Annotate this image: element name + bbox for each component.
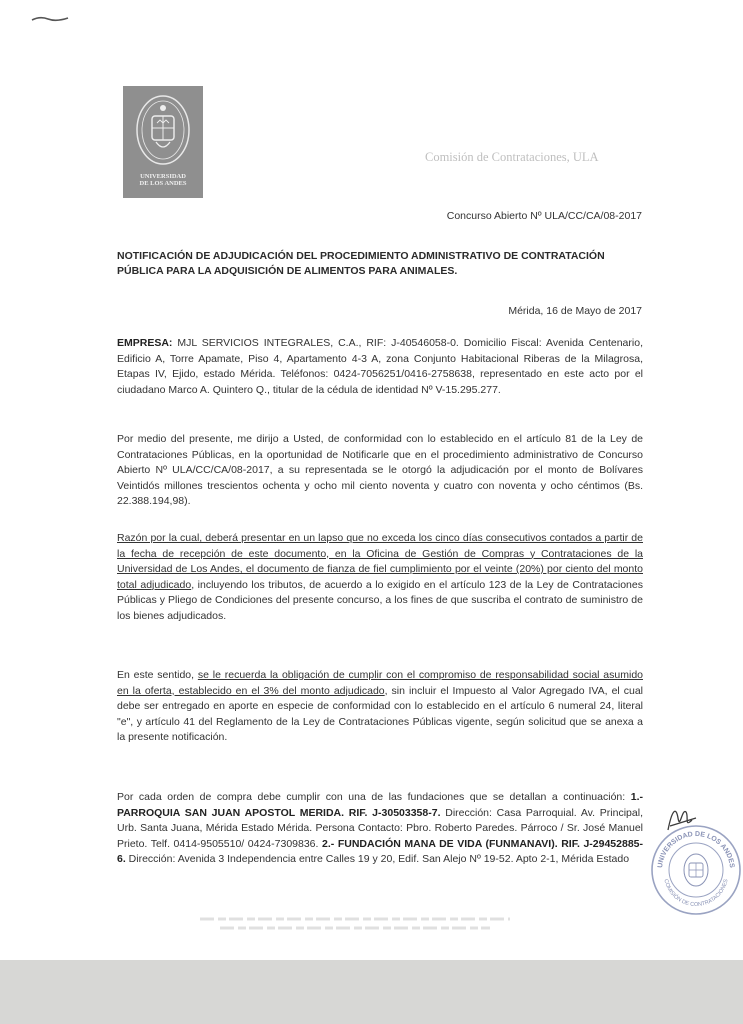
university-crest-icon — [123, 90, 203, 170]
notification-paragraph: Por medio del presente, me dirijo a Usted, de conformidad con lo establecido en el artículo 81 de la Ley de Contrataciones Públicas, en la oportunidad de Notificarle que en el procedimiento administrativo de Concurso Abierto Nº ULA/CC/CA/08-2017, a su representada se le otorgó la adjudicación por el monto de Bolívares Veintidós millones trescientos ochenta y ocho mil ciento noventa y cuatro con noventa y ocho céntimos (Bs. 22.388.194,98). — [117, 433, 643, 508]
logo-line-2: DE LOS ANDES — [139, 180, 187, 187]
foundation-1-details: Dirección: Casa Parroquial. Av. Principal, Urb. Santa Juana, Mérida Estado Mérida. Persona Contacto: Pbro. Roberto Paredes. Párroco / Sr. José Manuel Prieto. Telf. 0414-9505510/ 0424-7309836. — [117, 806, 643, 850]
social-obligation-rest: , sin incluir el Impuesto al Valor Agregado IVA, el cual debe ser entregado en aporte en especie de conformidad con lo establecido en el artículo 6 numeral 24, literal "e", y artículo 41 del Reglamento de la Ley de Contrataciones Públicas vigente, según solicitud que se anexa a la presente notificación. — [117, 684, 643, 744]
foundation-2-details: Dirección: Avenida 3 Independencia entre Calles 19 y 20, Edif. San Alejo Nº 19-52. Apto 2-1, Mérida Estado — [125, 853, 630, 866]
commission-name: Comisión de Contrataciones, ULA — [425, 150, 599, 164]
social-responsibility-paragraph — [117, 668, 643, 746]
logo-line-1: UNIVERSIDAD — [140, 173, 186, 180]
foundations-paragraph — [117, 790, 643, 868]
foundation-2-name: 2.- FUNDACIÓN MANA DE VIDA (FUNMANAVI). RIF. J-29452885-6. — [117, 837, 643, 866]
faded-footer-lines — [190, 914, 520, 934]
bond-requirement-underlined: Razón por la cual, deberá presentar en un lapso que no exceda los cinco días consecutivos contados a partir de la fecha de recepción de este documento, en la Oficina de Gestión de Compras y Contrataciones de la Universidad de Los Andes, el documento de fianza de fiel cumplimiento por el veinte (20%) por ciento del monto total adjudicado — [117, 532, 643, 591]
university-logo — [123, 86, 203, 198]
foundation-1-name: 1.- PARROQUIA SAN JUAN APOSTOL MERIDA. RIF. J-30503358-7. — [117, 791, 643, 819]
bond-requirement-rest: , incluyendo los tributos, de acuerdo a lo exigido en el artículo 123 de la Ley de Contrataciones Públicas y Pliego de Condiciones del presente concurso, a los fines de que suscriba el contrato de suministro de los bienes adjudicados. — [117, 578, 643, 622]
company-details: MJL SERVICIOS INTEGRALES, C.A., RIF: J-40546058-0. Domicilio Fiscal: Avenida Centenario, Edificio A, Torre Apamate, Piso 4, Apartamento 4-3 A, zona Conjunto Habitacional Riberas de la Milagrosa, Etapas IV, Ejido, estado Mérida. Teléfonos: 0424-7056251/0416-2758638, representado en este acto por el ciudadano Marco A. Quintero Q., titular de la cédula de identidad Nº V-15.295.277. — [117, 337, 643, 396]
place-and-date: Mérida, 16 de Mayo de 2017 — [508, 305, 642, 317]
scribble-mark — [30, 14, 70, 24]
company-paragraph — [117, 336, 643, 398]
foundations-intro: Por cada orden de compra debe cumplir con una de las fundaciones que se detallan a continuación: — [117, 791, 631, 803]
seal-outer-text: UNIVERSIDAD DE LOS ANDES — [657, 830, 735, 869]
document-title: NOTIFICACIÓN DE ADJUDICACIÓN DEL PROCEDIMIENTO ADMINISTRATIVO DE CONTRATACIÓN PÚBLICA PARA LA ADQUISICIÓN DE ALIMENTOS PARA ANIMALES. — [117, 250, 605, 277]
social-obligation-underlined: se le recuerda la obligación de cumplir con el compromiso de responsabilidad social asumido en la oferta, establecido en el 3% del monto adjudicado — [117, 669, 643, 697]
footer-faded-text — [190, 914, 520, 937]
company-label: EMPRESA: — [117, 337, 173, 349]
concurso-reference: Concurso Abierto Nº ULA/CC/CA/08-2017 — [446, 210, 642, 222]
scan-bottom-band — [0, 960, 743, 1024]
official-seal — [648, 822, 743, 918]
seal-crest-icon — [684, 854, 708, 886]
social-intro: En este sentido, — [117, 669, 198, 681]
seal-inner-text: COMISIÓN DE CONTRATACIONES — [662, 878, 730, 909]
logo-caption — [123, 173, 203, 187]
bond-paragraph — [117, 531, 643, 625]
